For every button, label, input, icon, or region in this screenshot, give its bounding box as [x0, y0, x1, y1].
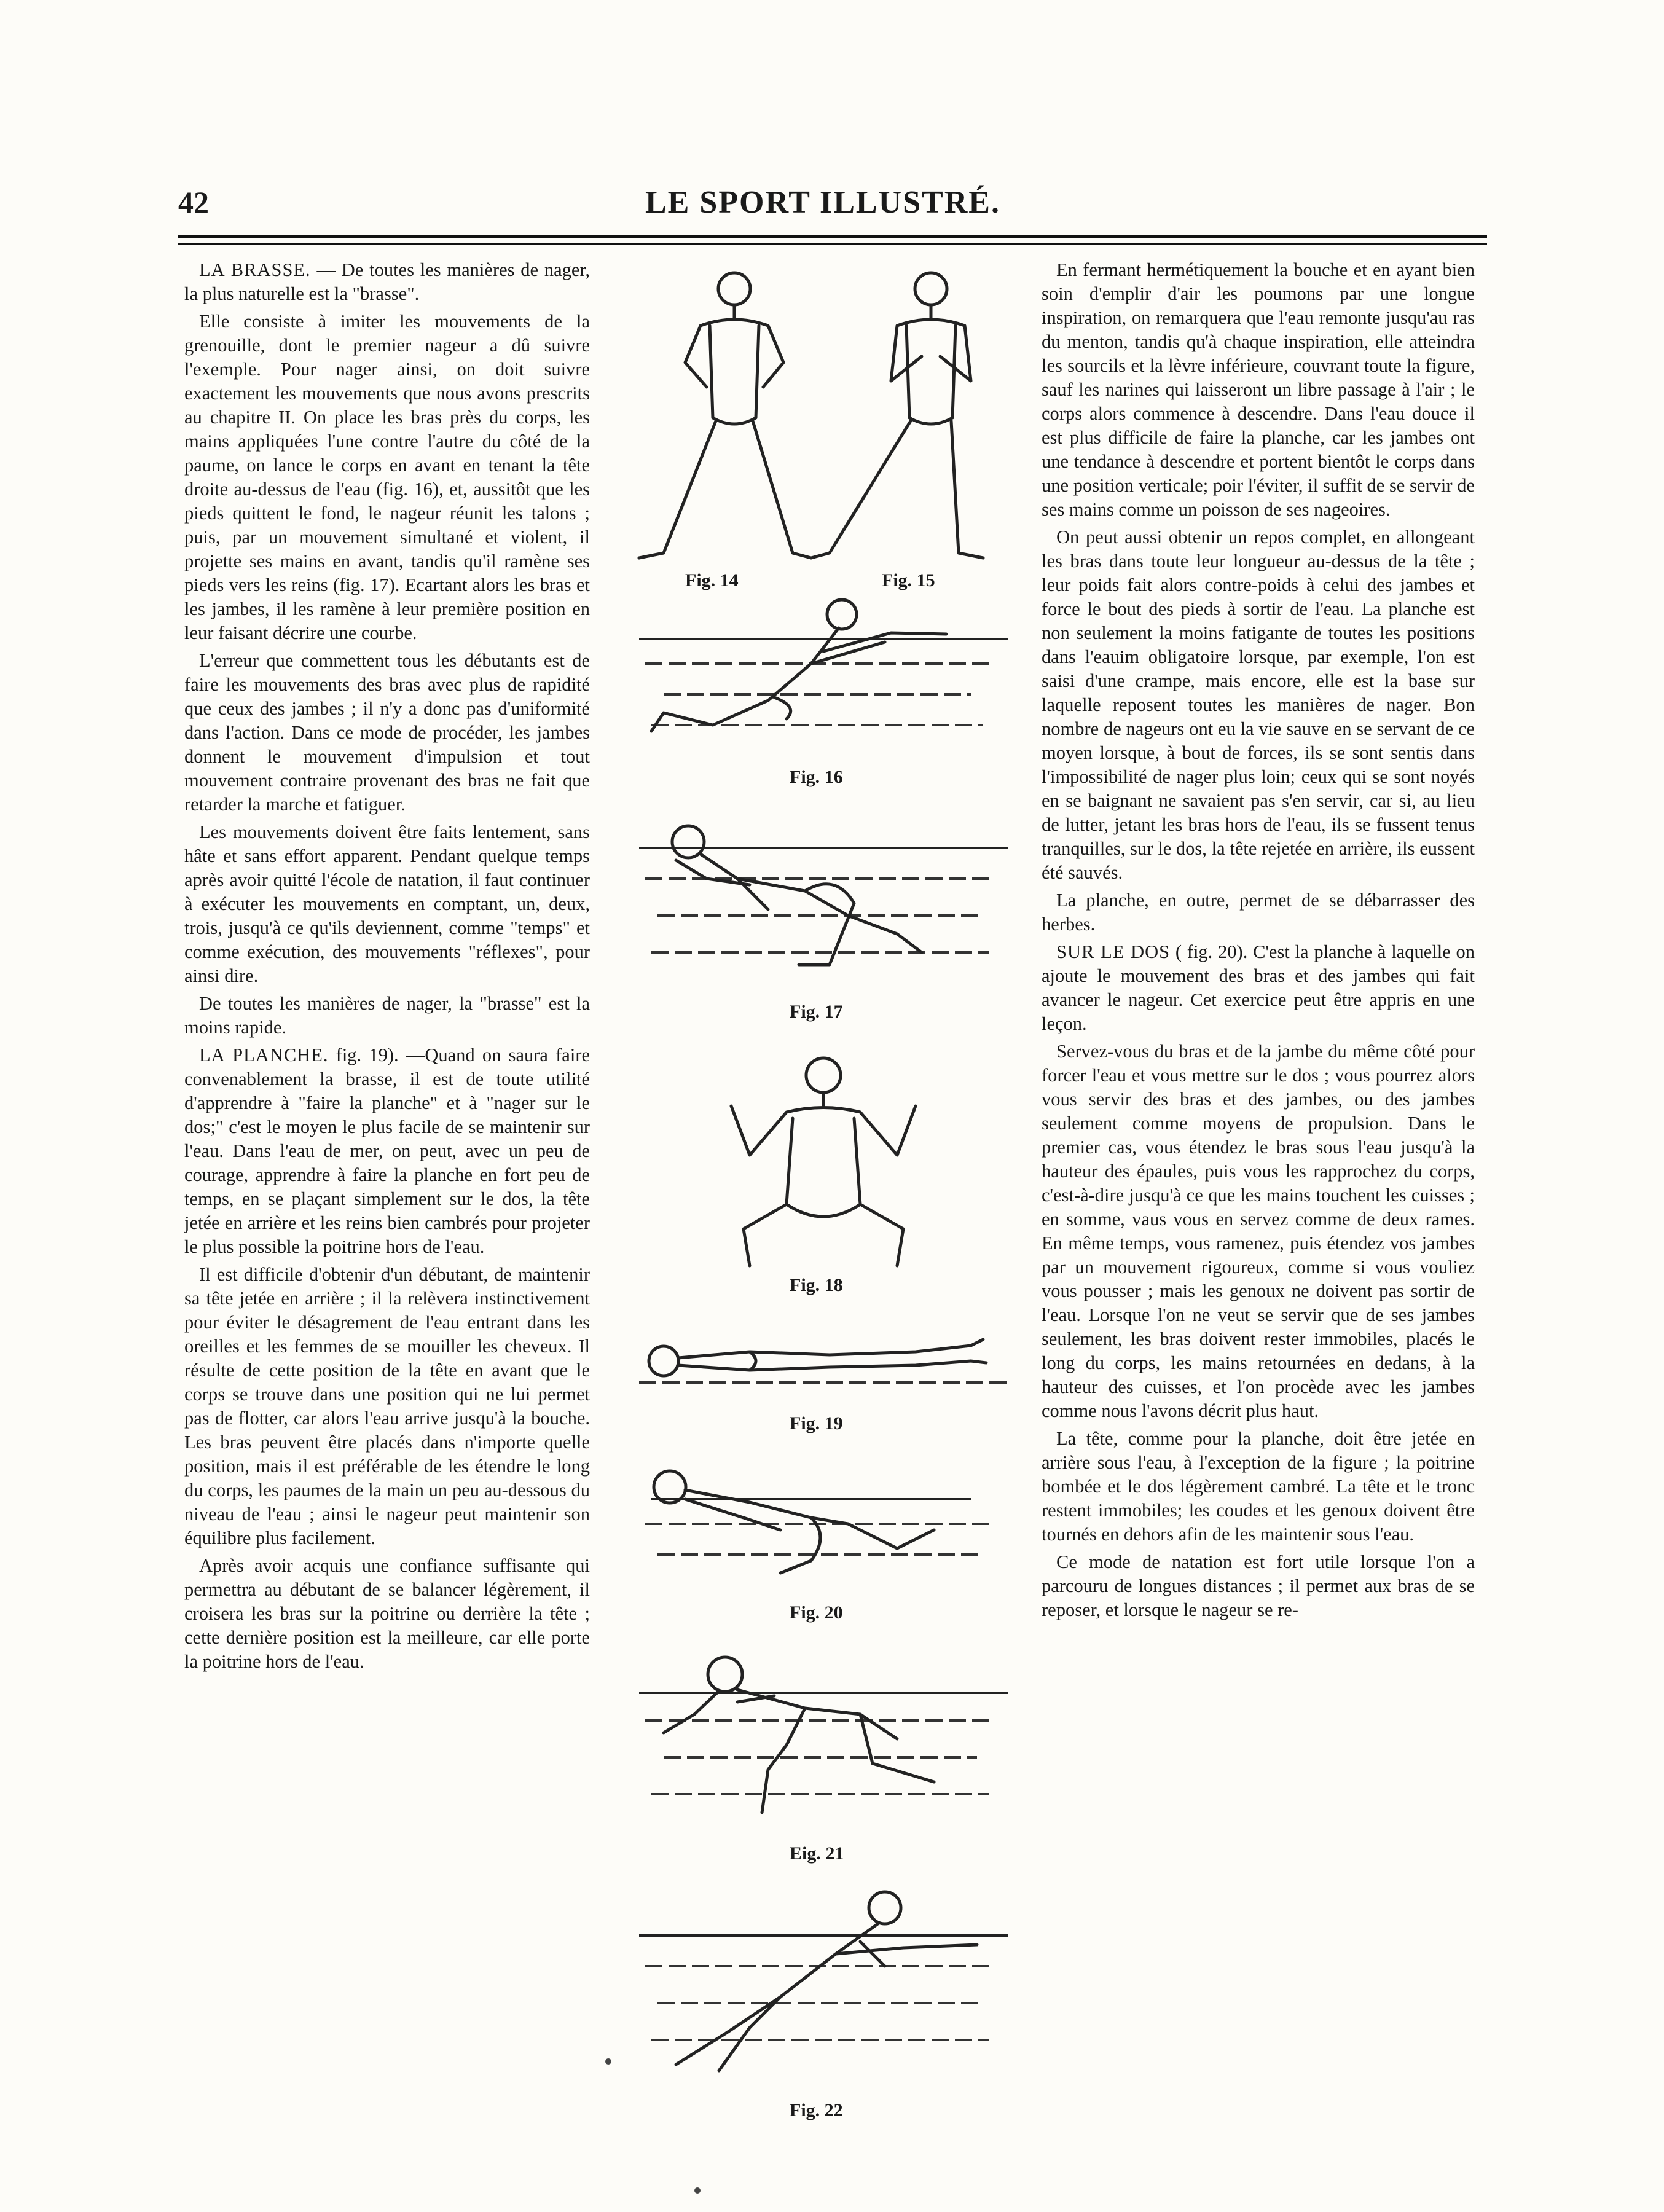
page-header — [178, 184, 1487, 240]
floating-plank-illustration — [627, 1327, 1020, 1407]
figure-18 — [627, 1051, 1020, 1309]
backstroke-illustration — [627, 1456, 1020, 1598]
section-heading: LA PLANCHE. — [199, 1045, 329, 1065]
figure-caption: Fig. 19 — [790, 1413, 843, 1433]
paragraph: Les mouvements doivent être faits lentement, sans hâte et sans effort apparent. Pendant quelque temps après avoir quitté l'école de natation, il faut continuer à exécuter les mouvements en comptant, un, deux, trois, jusqu'à ce qu'ils deviennent, comme "temps" et comme exécution, des mouvements "réflexes", pour ainsi dire. — [184, 822, 590, 986]
paragraph: LA PLANCHE. fig. 19). —Quand on saura faire convenablement la brasse, il est de toute utilité d'apprendre à "faire la planche" et à "nager sur le dos;" c'est le moyen le plus facile de se maintenir sur l'eau. Dans l'eau de mer, on peut, avec un peu de courage, apprendre à faire la planche en fort peu de temps, en se plaçant simplement sur le dos, la tête jetée en arrière et les reins bien cambrés pour projeter le plus possible la poitrine hors de l'eau. — [184, 1045, 590, 1257]
paragraph: On peut aussi obtenir un repos complet, en allongeant les bras dans toute leur longueur au-dessus de la tête ; leur poids fait alors contre-poids à celui des jambes et force le bout des pieds à sortir de l'eau. La planche est non seulement la moins fatigante de toutes les positions dans l'eauim obligatoire lorsque, par exemple, l'on est saisi d'une crampe, mais encore, elle est la base sur laquelle reposent toutes les manières de nager. Bon nombre de nageurs ont eu la vie sauve en se servant de ce moyen lorsque, à bout de forces, ils se sont sentis dans l'impossibilité de nager plus loin; ceux qui se sont noyés en se baignant ne savaient pas s'en servir, car si, au lieu de lutter, jetant les bras hors de l'eau, ils se fussent tenus tranquilles, sur le dos, la tête rejetée en arrière, ils eussent été sauvés. — [1042, 527, 1475, 883]
figure-caption: Fig. 16 — [790, 767, 843, 787]
figure-caption: Fig. 22 — [790, 2100, 843, 2120]
section-heading: LA BRASSE. — [199, 259, 311, 280]
header-rule-thin — [178, 243, 1487, 245]
figure-14-15 — [627, 264, 1020, 596]
paragraph: LA BRASSE. — De toutes les manières de nager, la plus naturelle est la "brasse". — [184, 259, 591, 304]
breaststroke-glide-illustration — [627, 596, 1020, 762]
figure-caption: Fig. 20 — [790, 1602, 843, 1623]
right-text-column — [1042, 258, 1475, 1626]
figure-caption: Fig. 17 — [790, 1002, 843, 1022]
paragraph: Ce mode de natation est fort utile lorsque l'on a parcouru de longues distances ; il permet aux bras de se reposer, et lorsque le nageur se re- — [1042, 1551, 1475, 1620]
figure-caption: Fig. 14 — [685, 570, 739, 590]
vertical-treading-illustration — [627, 1051, 1020, 1272]
paragraph: La planche, en outre, permet de se débarrasser des herbes. — [1042, 890, 1475, 935]
section-heading: SUR LE DOS — [1056, 941, 1171, 962]
figure-caption: Fig. 18 — [790, 1275, 843, 1295]
figure-16 — [627, 596, 1020, 799]
figure-22 — [627, 1886, 1020, 2132]
figure-column — [627, 264, 1020, 2132]
standing-swimmers-illustration — [627, 264, 1020, 571]
paragraph: Il est difficile d'obtenir d'un débutant, de maintenir sa tête jetée en arrière ; il la relèvera instinctivement pour éviter le désagrement de l'eau entrant dans les oreilles et les femmes de se mouiller les cheveux. Il résulte de cette position de la tête en avant que le corps se trouve dans une position qui ne lui permet pas de flotter, car alors l'eau arrive jusqu'à la bouche. Les bras peuvent être placés dans n'importe quelle position, mais il est préférable de les étendre le long du corps, les paumes de la main un peu au-dessous du niveau de l'eau ; ainsi le nageur peut maintenir son équilibre plus facilement. — [184, 1264, 590, 1548]
breaststroke-kick-2-illustration — [627, 1647, 1020, 1837]
journal-title: LE SPORT ILLUSTRÉ. — [645, 185, 1000, 220]
header-rule — [178, 235, 1487, 238]
paragraph: L'erreur que commettent tous les débutants est de faire les mouvements des bras avec plus de rapidité que ceux des jambes ; il n'y a donc pas d'uniformité dans l'action. Dans ce mode de procéder, les jambes donnent le mouvement d'impulsion et tout mouvement contraire provenant des bras ne fait que retarder la marche et fatiguer. — [184, 650, 590, 815]
figure-17 — [627, 811, 1020, 1032]
page-number: 42 — [178, 185, 209, 219]
figure-20 — [627, 1456, 1020, 1634]
paragraph: La tête, comme pour la planche, doit être jetée en arrière sous l'eau, à l'exception de la figure ; la poitrine bombée et le dos légèrement cambré. La tête et le tronc restent immobiles; les coudes et les genoux doivent être tournés en dehors afin de les maintenir sous l'eau. — [1042, 1428, 1475, 1545]
swimmer-stroke-illustration — [627, 1886, 1020, 2089]
print-speck — [694, 2187, 701, 2194]
figure-caption: Eig. 21 — [790, 1843, 844, 1864]
paragraph: En fermant hermétiquement la bouche et en ayant bien soin d'emplir d'air les poumons par une longue inspiration, on remarquera que l'eau remonte jusqu'au ras du menton, tandis qu'à chaque inspiration, elle atteindra les sourcils et la lèvre inférieure, couvrant toute la figure, sauf les narines qui laisseront un libre passage à l'air ; le corps alors commence à descendre. Dans l'eau douce il est plus difficile de faire la planche, car les jambes ont une tendance à descendre et portent bientôt le corps dans une position verticale; poir l'éviter, il suffit de se servir de ses mains comme un poisson de ses nageoires. — [1042, 259, 1475, 520]
paragraph: Après avoir acquis une confiance suffisante qui permettra au débutant de se balancer légèrement, il croisera les bras sur la poitrine ou derrière la tête ; cette dernière position est la meilleure, car elle porte la poitrine hors de l'eau. — [184, 1555, 590, 1672]
print-speck — [605, 2058, 611, 2065]
left-text-column — [184, 258, 590, 1677]
paragraph: Elle consiste à imiter les mouvements de la grenouille, dont le premier nageur a dû suivre l'exemple. Pour nager ainsi, on doit suivre exactement les mouvements que nous avons prescrits au chapitre II. On place les bras près du corps, les mains appliquées l'une contre l'autre du côté de la paume, on lance le corps en avant en tenant la tête droite au-dessus de l'eau (fig. 16), et, aussitôt que les pieds quittent le fond, le nageur réunit les talons ; puis, par un mouvement simultané et violent, il projette ses mains en avant, tandis qu'il ramène ses pieds vers les reins (fig. 17). Ecartant alors les bras et les jambes, il les ramène à leur première position en leur faisant décrire une courbe. — [184, 311, 590, 643]
paragraph: De toutes les manières de nager, la "brasse" est la moins rapide. — [184, 993, 590, 1038]
figure-21 — [627, 1647, 1020, 1874]
breaststroke-kick-illustration — [627, 811, 1020, 995]
paragraph: Servez-vous du bras et de la jambe du même côté pour forcer l'eau et vous mettre sur le dos ; vous pourrez alors vous servir des bras et des jambes, ou des jambes seulement comme moyens de propulsion. Dans le premier cas, vous étendez le bras sous l'eau jusqu'à la hauteur des épaules, puis vous les rapprochez du corps, c'est-à-dire jusqu'à ce que les mains touchent les cuisses ; en somme, vaus vous en servez comme de deux rames. En même temps, vous ramenez, puis étendez vos jambes par un mouvement rigoureux, comme si vous vouliez vous pousser ; mais les genoux ne doivent pas sortir de l'eau. Lorsque l'on ne veut se servir que de ses jambes seulement, les bras doivent rester immobiles, placés le long du corps, les mains retournées en dedans, à la hauteur des cuisses, et l'on procède avec les jambes comme nous l'avons décrit plus haut. — [1042, 1041, 1475, 1421]
figure-caption: Fig. 15 — [882, 570, 935, 590]
figure-19 — [627, 1327, 1020, 1444]
paragraph: SUR LE DOS ( fig. 20). C'est la planche à laquelle on ajoute le mouvement des bras et des jambes qui fait avancer le nageur. Cet exercice peut être appris en une leçon. — [1042, 941, 1475, 1034]
